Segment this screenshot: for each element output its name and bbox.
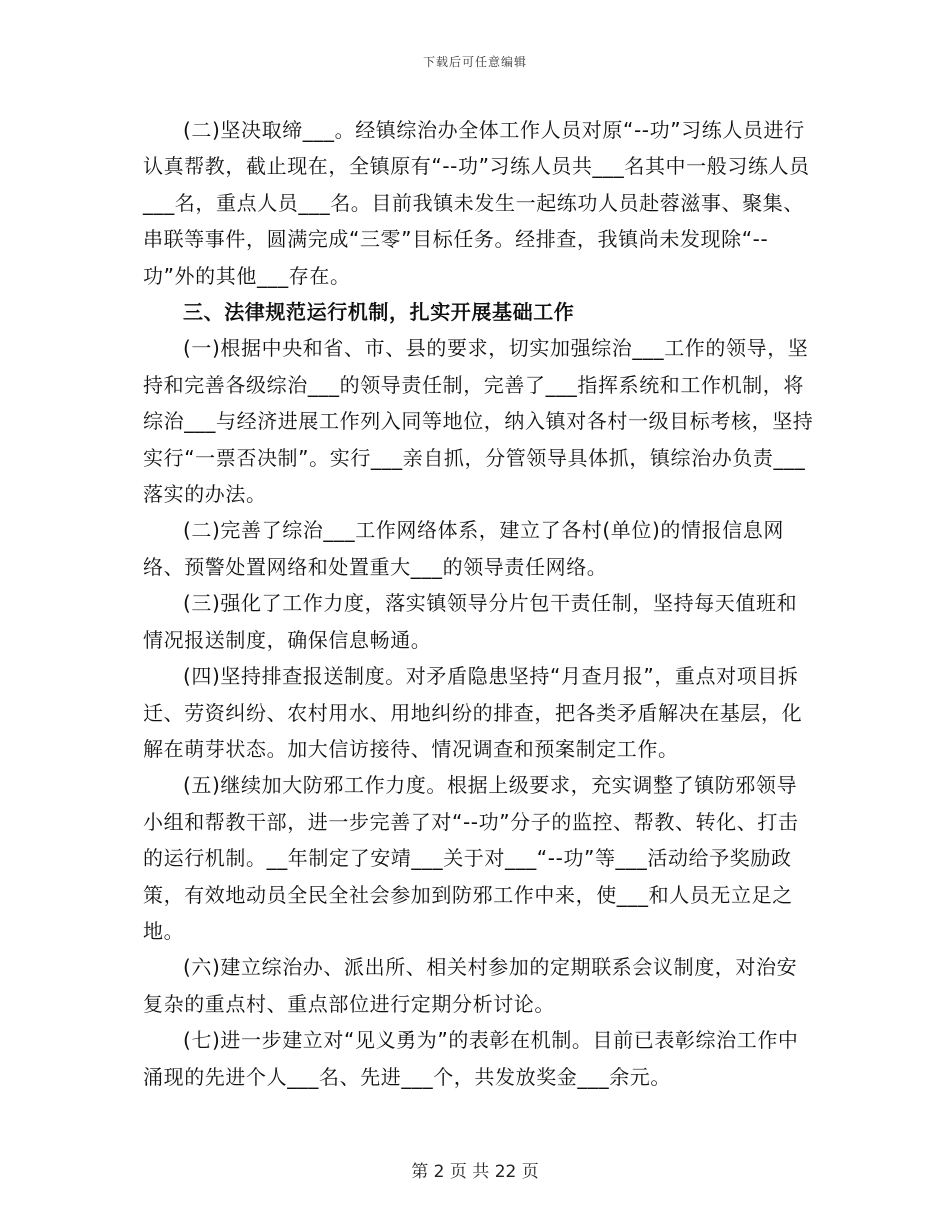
document-body bbox=[143, 112, 815, 1095]
page-header: 下载后可任意编辑 bbox=[422, 55, 527, 69]
paragraph-2-erjueqiudi: (二)坚决取缔___。经镇综治办全体工作人员对原“--功”习练人员进行认真帮教，截止现在，全镇原有“--功”习练人员共___名其中一般习练人员___名，重点人员___名。目前我镇未发生一起练功人员赴蓉滋事、聚集、串联等事件，圆满完成“三零”目标任务。经排查，我镇尚未发现除“--功”外的其他___存在。 bbox=[143, 118, 810, 288]
section-heading: 三、法律规范运行机制，扎实开展基础工作 bbox=[183, 300, 575, 325]
paragraph-section-6: (六)建立综治办、派出所、相关村参加的定期联系会议制度，对治安复杂的重点村、重点部位进行定期分析讨论。 bbox=[143, 955, 798, 1016]
paragraph-section-5: (五)继续加大防邪工作力度。根据上级要求，充实调整了镇防邪领导小组和帮教干部，进一步完善了对“--功”分子的监控、帮教、转化、打击的运行机制。__年制定了安靖___关于对___“--功”等___活动给予奖励政策，有效地动员全民全社会参加到防邪工作中来，使___和人员无立足之地。 bbox=[143, 773, 799, 943]
paragraph-section-2: (二)完善了综治___工作网络体系，建立了各村(单位)的情报信息网络、预警处置网络和处置重大___的领导责任网络。 bbox=[143, 518, 785, 579]
paragraph-section-4: (四)坚持排查报送制度。对矛盾隐患坚持“月查月报”，重点对项目拆迁、劳资纠纷、农村用水、用地纠纷的排查，把各类矛盾解决在基层，化解在萌芽状态。加大信访接待、情况调查和预案制定工作。 bbox=[143, 664, 803, 761]
paragraph-section-3: (三)强化了工作力度，落实镇领导分片包干责任制，坚持每天值班和情况报送制度，确保信息畅通。 bbox=[143, 591, 798, 652]
page-footer: 第 2 页 共 22 页 bbox=[411, 1162, 539, 1182]
paragraph-section-7: (七)进一步建立对“见义勇为”的表彰在机制。目前已表彰综治工作中涌现的先进个人___名、先进___个，共发放奖金___余元。 bbox=[143, 1028, 799, 1089]
paragraph-section-1: (一)根据中央和省、市、县的要求，切实加强综治___工作的领导，坚持和完善各级综治___的领导责任制，完善了___指挥系统和工作机制，将综治___与经济进展工作列入同等地位，纳入镇对各村一级目标考核，坚持实行“一票否决制”。实行___亲自抓，分管领导具体抓，镇综治办负责___落实的办法。 bbox=[143, 336, 814, 507]
